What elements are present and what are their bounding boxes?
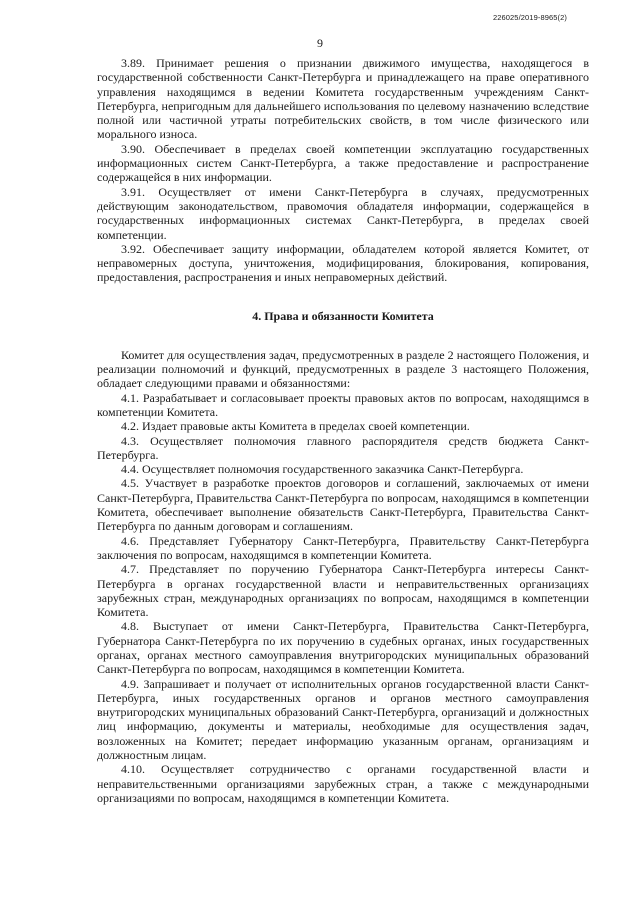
section-heading: 4. Права и обязанности Комитета <box>252 308 434 323</box>
paragraph-4-4: 4.4. Осуществляет полномочия государственного заказчика Санкт-Петербурга. <box>121 462 524 477</box>
document-id: 226025/2019-8965(2) <box>492 13 567 22</box>
paragraph-3-90: 3.90. Обеспечивает в пределах своей компетенции эксплуатацию государственных информационных систем Санкт-Петербурга, а также предоставление и распространение содержащейся в них информации. <box>97 141 589 185</box>
document-body <box>97 56 589 805</box>
paragraph-3-91: 3.91. Осуществляет от имени Санкт-Петербурга в случаях, предусмотренных действующим законодательством, правомочия обладателя информации, содержащейся в государственных информационных системах Санкт-Петербурга, в пределах своей компетенции. <box>97 184 589 242</box>
paragraph-4-6: 4.6. Представляет Губернатору Санкт-Петербурга, Правительству Санкт-Петербурга заключения по вопросам, находящимся в компетенции Комитета. <box>97 533 589 562</box>
paragraph-4-7: 4.7. Представляет по поручению Губернатора Санкт-Петербурга интересы Санкт-Петербурга в органах государственной власти и неправительственных организациях зарубежных стран, международных организациях по вопросам, находящимся в компетенции Комитета. <box>97 562 589 620</box>
paragraph-4-8: 4.8. Выступает от имени Санкт-Петербурга, Правительства Санкт-Петербурга, Губернатора Санкт-Петербурга по их поручению в судебных органах, иных государственных органах, органах местного самоуправления внутригородских муниципальных образований Санкт-Петербурга по вопросам, находящимся в компетенции Комитета. <box>97 619 589 677</box>
paragraph-4-10: 4.10. Осуществляет сотрудничество с органами государственной власти и неправительственными организациями зарубежных стран, а также с международными организациями по вопросам, находящимся в компетенции Комитета. <box>97 762 589 805</box>
paragraph-4-2: 4.2. Издает правовые акты Комитета в пределах своей компетенции. <box>121 419 470 434</box>
section-intro: Комитет для осуществления задач, предусмотренных в разделе 2 настоящего Положения, и реализации полномочий и функций, предусмотренных в разделе 3 настоящего Положения, обладает следующими правами и обязанностями: <box>97 347 589 391</box>
paragraph-3-92: 3.92. Обеспечивает защиту информации, обладателем которой является Комитет, от неправомерных доступа, уничтожения, модифицирования, блокирования, копирования, предоставления, распространения и иных неправомерных действий. <box>97 241 589 285</box>
paragraph-4-5: 4.5. Участвует в разработке проектов договоров и соглашений, заключаемых от имени Санкт-Петербурга, Правительства Санкт-Петербурга по вопросам, находящимся в компетенции Комитета, обеспечивает выполнение обязательств Санкт-Петербурга, Правительства Санкт-Петербурга по данным договорам и соглашениям. <box>97 476 589 534</box>
page-number: 9 <box>317 36 323 50</box>
paragraph-4-9: 4.9. Запрашивает и получает от исполнительных органов государственной власти Санкт-Петербурга, иных государственных органов и органов местного самоуправления внутригородских муниципальных образований Санкт-Петербурга, организаций и должностных лиц информацию, документы и материалы, необходимые для осуществления задач, возложенных на Комитет; передает информацию указанным органам, организациям и должностным лицам. <box>97 676 589 763</box>
paragraph-3-89: 3.89. Принимает решения о признании движимого имущества, находящегося в государственной собственности Санкт-Петербурга и принадлежащего на праве оперативного управления находящимся в ведении Комитета государственным учреждениям Санкт-Петербурга, непригодным для дальнейшего использования по целевому назначению вследствие полной или частичной утраты потребительских свойств, в том числе физического или морального износа. <box>97 56 589 142</box>
paragraph-4-3: 4.3. Осуществляет полномочия главного распорядителя средств бюджета Санкт-Петербурга. <box>97 433 589 462</box>
paragraph-4-1: 4.1. Разрабатывает и согласовывает проекты правовых актов по вопросам, находящимся в компетенции Комитета. <box>97 390 589 419</box>
